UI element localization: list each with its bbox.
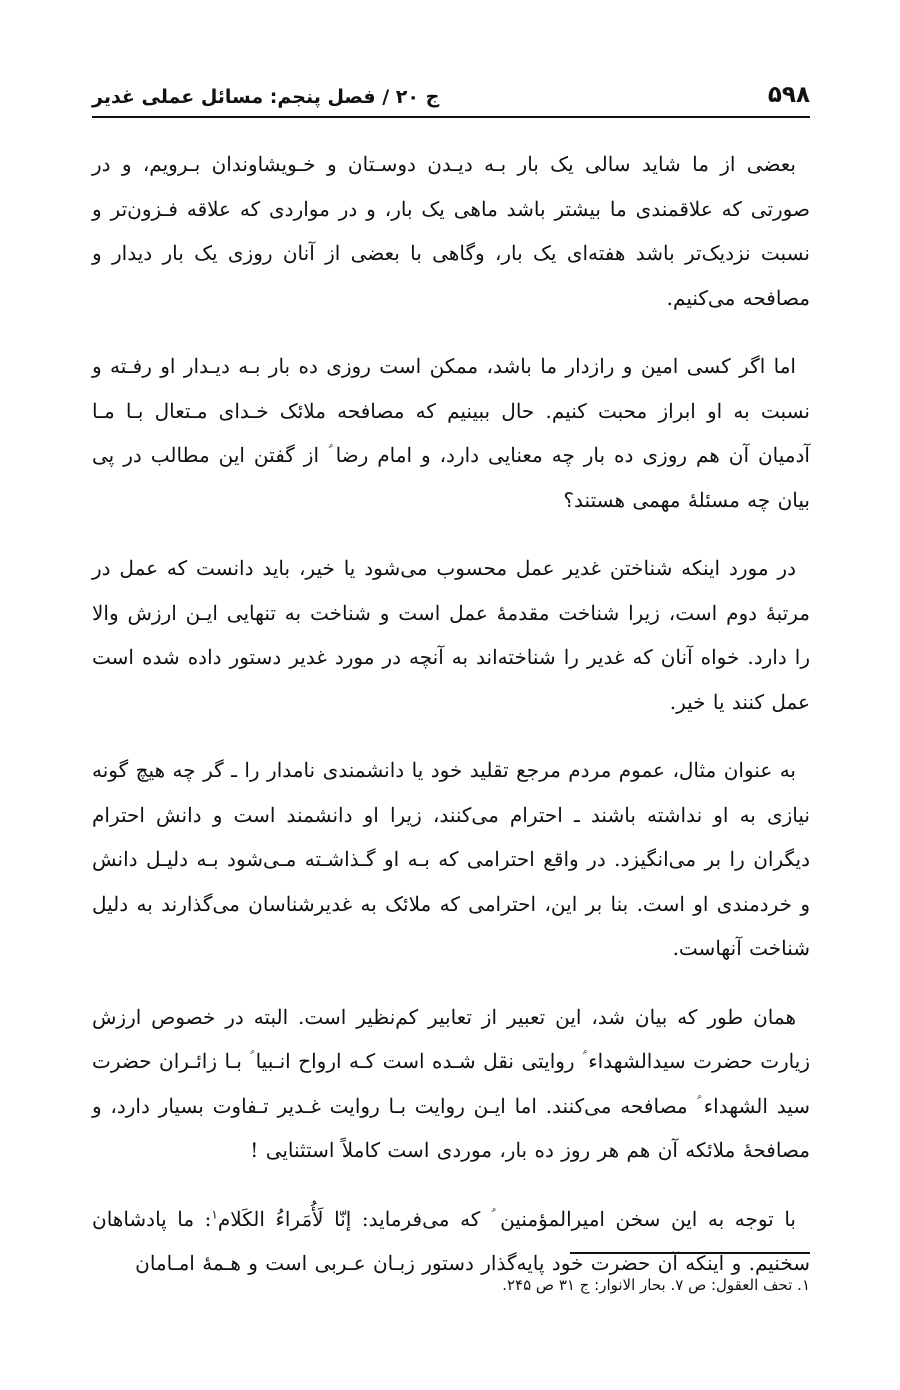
paragraph-2: اما اگر کسی امین و رازدار ما باشد، ممکن است روزی ده بار بـه دیـدار او رفـته و نسبت به او ابراز محبت کنیم. حال ببینیم که مصافحه ملائک خـدای مـتعال بـا مـا آدمیان آن هم روزی ده بار چه معنایی دارد، و امام رضا ؑ از گفتن این مطالب در پی بیان چه مسئلهٔ مهمی هستند؟	[92, 354, 810, 512]
running-header	[92, 68, 810, 108]
body-text	[92, 142, 810, 1286]
paragraph-6-end: سخنیم. و اینکه آن حضرت خود پایه‌گذار دستور زبـان عـربی است و هـمهٔ امـامان	[135, 1251, 810, 1275]
page-number: ۵۹۸	[767, 82, 810, 108]
footnote-marker[interactable]: ۱	[211, 1206, 218, 1221]
footnote: ۱. تحف العقول: ص ۷. بحار الانوار: ج ۳۱ ص ۲۴۵.	[502, 1276, 810, 1294]
paragraph-1: بعضی از ما شاید سالی یک بار بـه دیـدن دوسـتان و خـویشاوندان بـرویم، و در صورتی که علاقمندی ما بیشتر باشد ماهی یک بار، و در مواردی که علاقه فـزون‌تر و نسبت نزدیک‌تر باشد هفته‌ای یک بار، وگاهی با بعضی از آنان روزی یک بار دیدار و مصافحه می‌کنیم.	[92, 152, 810, 310]
book-page	[92, 0, 810, 1390]
paragraph-4: به عنوان مثال، عموم مردم مرجع تقلید خود یا دانشمندی نامدار را ـ گر چه هیچ گونه نیازی به او نداشته باشند ـ احترام می‌کنند، زیرا او دانشمند است و دانش احترام دیگران را بر می‌انگیزد. در واقع احترامی که بـه او گـذاشـته مـی‌شود بـه دلیـل دانش و خردمندی او است. بنا بر این، احترامی که ملائک به غدیرشناسان می‌گذارند به دلیل شناخت آنهاست.	[92, 758, 810, 960]
paragraph-6-start: با توجه به این سخن امیرالمؤمنین ؑ که می‌فرماید: إنّا لَأُمَراءُ الكَلام	[217, 1206, 796, 1231]
chapter-title: ج ۲۰ / فصل پنجم: مسائل عملی غدیر	[92, 86, 440, 108]
paragraph-3: در مورد اینکه شناختن غدیر عمل محسوب می‌شود یا خیر، باید دانست که عمل در مرتبهٔ دوم است، زیرا شناخت مقدمهٔ عمل است و شناخت به تنهایی ایـن ارزش والا را دارد. خواه آنان که غدیر را شناخته‌اند به آنچه در مورد غدیر دستور داده شده است عمل کنند یا خیر.	[92, 556, 810, 714]
header-rule	[92, 116, 810, 118]
paragraph-6-mid: : ما پادشاهان	[92, 1206, 212, 1231]
paragraph-5: همان طور که بیان شد، این تعبیر از تعابیر کم‌نظیر است. البته در خصوص ارزش زیارت حضرت سیدالشهداء ؑ روایتی نقل شـده است کـه ارواح انـبیا ؑ بـا زائـران حضرت سید الشهداء ؑ مصافحه می‌کنند. اما ایـن روایت بـا روایت غـدیر تـفاوت بسیار دارد، و مصافحهٔ ملائکه آن هم هر روز ده بار، موردی است کاملاً استثنایی !	[92, 1004, 810, 1162]
footnote-rule	[570, 1252, 810, 1254]
